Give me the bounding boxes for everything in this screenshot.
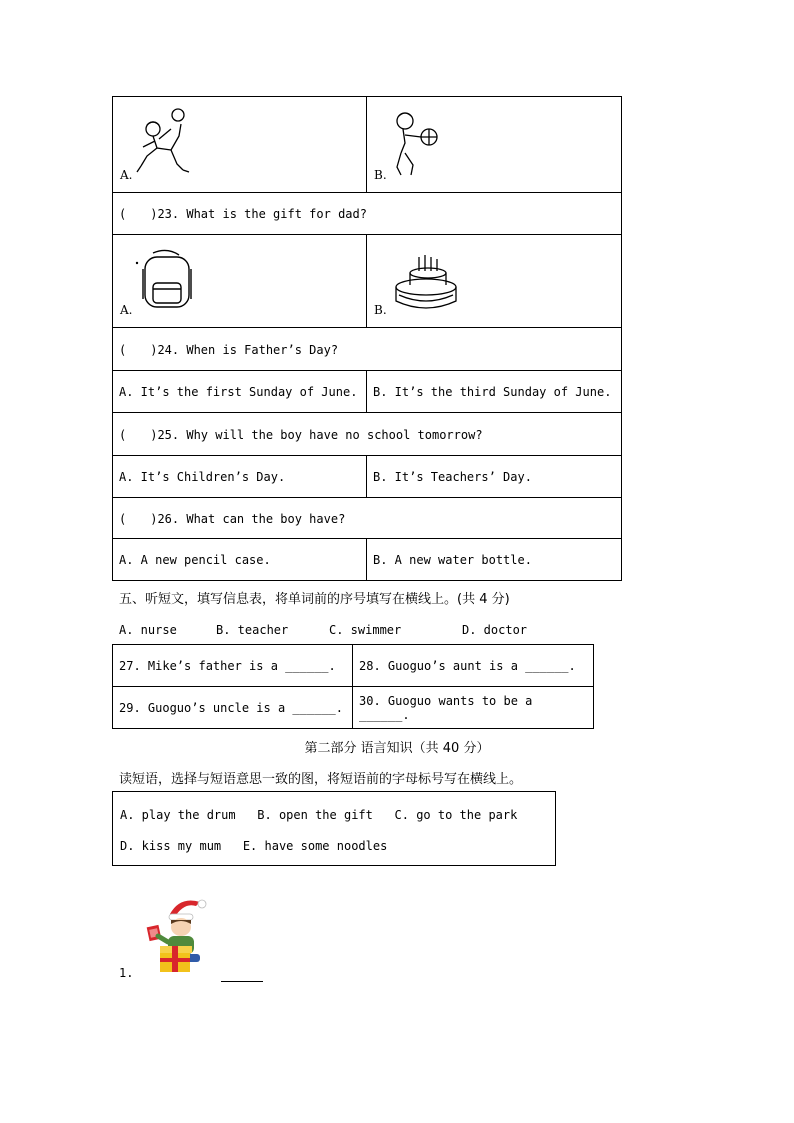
phrase-line-1: A. play the drum B. open the gift C. go to the park xyxy=(120,808,518,822)
part2-title: 第二部分 语言知识（共 40 分） xyxy=(304,741,490,756)
q23-prompt: ( )23. What is the gift for dad? xyxy=(113,193,622,235)
q22-option-b-cell[interactable] xyxy=(367,97,622,193)
information-fill-table xyxy=(112,644,594,729)
q24-option-b[interactable]: B. It’s the third Sunday of June. xyxy=(367,371,622,413)
q26-option-b[interactable]: B. A new water bottle. xyxy=(367,539,622,581)
phrase-box xyxy=(112,791,556,866)
q22-option-a-cell[interactable] xyxy=(113,97,367,193)
item-1-number: 1. xyxy=(119,966,134,980)
boy-playing-football-picture xyxy=(133,107,197,179)
listening-question-table xyxy=(112,96,622,581)
phrase-line-2: D. kiss my mum E. have some noodles xyxy=(120,839,388,853)
q22-option-b-letter: B. xyxy=(374,168,387,182)
q23-option-b-cell[interactable] xyxy=(367,235,622,328)
part2-instruction: 读短语，选择与短语意思一致的图，将短语前的字母标号写在横线上。 xyxy=(119,772,523,787)
option-nurse: A. nurse xyxy=(119,623,177,637)
item-1 xyxy=(119,962,263,982)
q30-fill-cell[interactable]: 30. Guoguo wants to be a ______. xyxy=(353,687,594,729)
q25-option-b[interactable]: B. It’s Teachers’ Day. xyxy=(367,456,622,498)
option-swimmer: C. swimmer xyxy=(329,623,402,637)
option-doctor: D. doctor xyxy=(462,623,528,637)
item-1-answer-blank[interactable] xyxy=(221,962,263,982)
birthday-cake-picture xyxy=(391,249,461,313)
option-teacher: B. teacher xyxy=(216,623,289,637)
q24-option-a[interactable]: A. It’s the first Sunday of June. xyxy=(113,371,367,413)
section5-heading: 五、听短文，填写信息表，将单词前的序号填写在横线上。(共 4 分) xyxy=(119,592,510,607)
q24-prompt: ( )24. When is Father’s Day? xyxy=(113,328,622,371)
q26-option-a[interactable]: A. A new pencil case. xyxy=(113,539,367,581)
q29-fill-cell[interactable]: 29. Guoguo’s uncle is a ______. xyxy=(113,687,353,729)
boy-with-basketball-picture xyxy=(389,109,445,179)
backpack-picture xyxy=(135,249,195,311)
q23-option-a-cell[interactable] xyxy=(113,235,367,328)
q22-option-a-letter: A. xyxy=(120,168,133,182)
q28-fill-cell[interactable]: 28. Guoguo’s aunt is a ______. xyxy=(353,645,594,687)
q23-option-a-letter: A. xyxy=(120,303,133,317)
q25-prompt: ( )25. Why will the boy have no school tomorrow? xyxy=(113,413,622,456)
q27-fill-cell[interactable]: 27. Mike’s father is a ______. xyxy=(113,645,353,687)
q23-option-b-letter: B. xyxy=(374,303,387,317)
q25-option-a[interactable]: A. It’s Children’s Day. xyxy=(113,456,367,498)
q26-prompt: ( )26. What can the boy have? xyxy=(113,498,622,539)
